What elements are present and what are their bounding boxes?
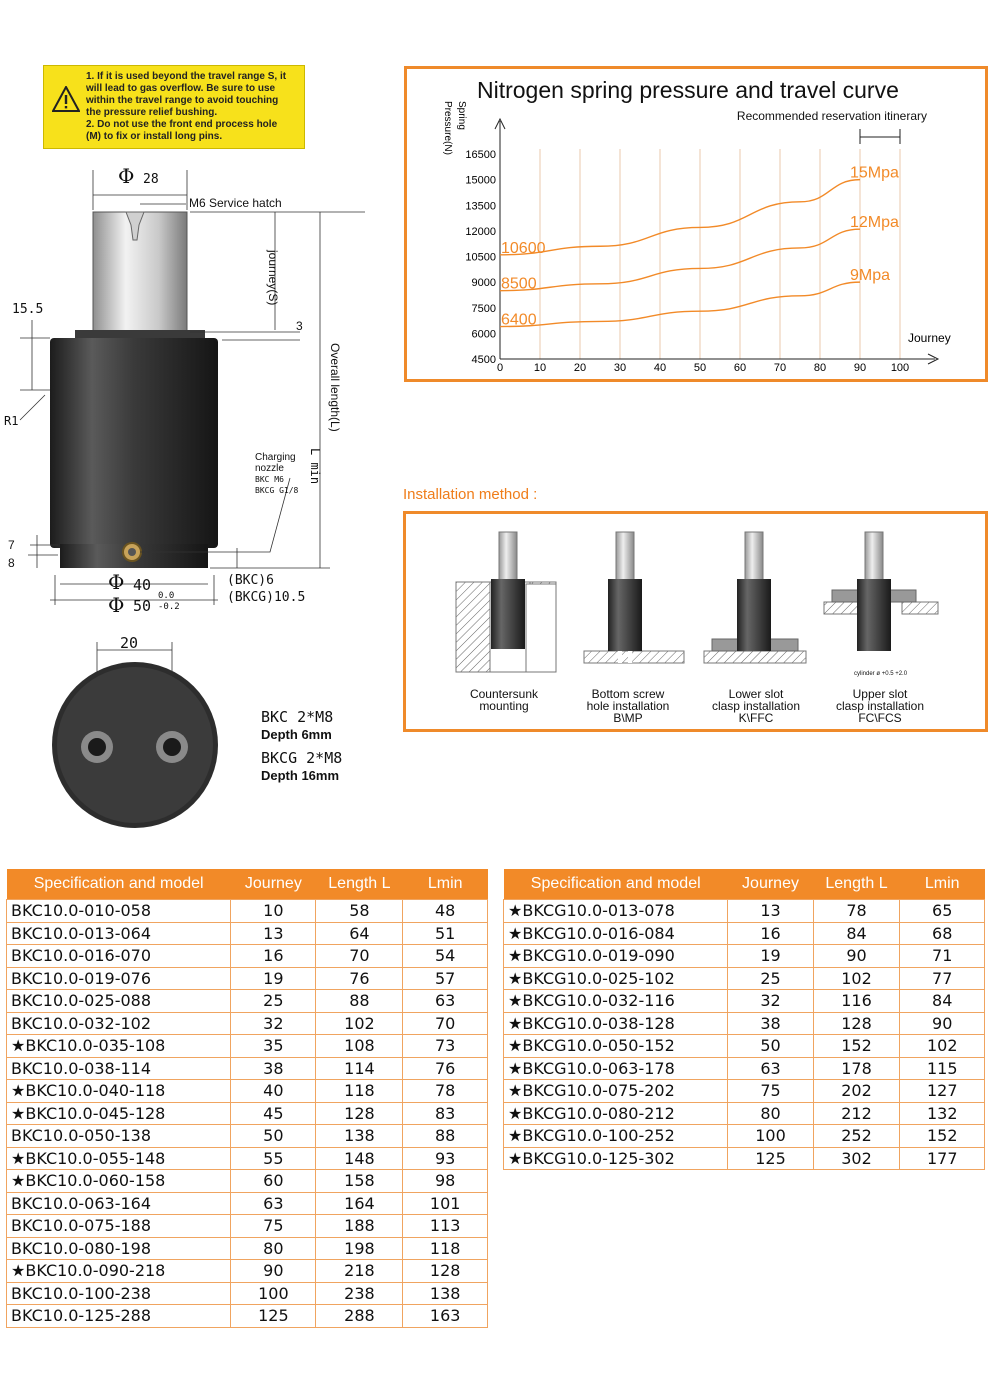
- x-tick-label: 100: [890, 362, 910, 374]
- table-row: [504, 1147, 985, 1170]
- column-header: Journey: [231, 869, 316, 900]
- series-start-label: 6400: [501, 311, 537, 329]
- value-cell: 77: [900, 967, 985, 990]
- charging-line: BKCG G1/8: [255, 486, 299, 495]
- table-row: [504, 1102, 985, 1125]
- value-cell: 128: [813, 1012, 900, 1035]
- value-cell: 152: [813, 1035, 900, 1058]
- value-cell: 108: [316, 1035, 403, 1058]
- x-tick-label: 90: [853, 362, 867, 374]
- depth16: Depth 16mm: [261, 768, 340, 783]
- cyl-tol-upper: +0.5: [881, 671, 894, 677]
- value-cell: 19: [231, 967, 316, 990]
- table-row: [504, 1080, 985, 1103]
- value-cell: 55: [231, 1147, 316, 1170]
- value-cell: 38: [231, 1057, 316, 1080]
- x-tick-label: 30: [613, 362, 627, 374]
- value-cell: 64: [316, 922, 403, 945]
- value-cell: 98: [403, 1170, 488, 1193]
- caption-line: Countersunk: [469, 687, 539, 701]
- charging-line: BKC M6: [255, 475, 284, 484]
- warning-label: [43, 65, 305, 149]
- value-cell: 125: [231, 1305, 316, 1328]
- caption-line: clasp installation: [835, 699, 925, 713]
- table-row: [7, 1080, 488, 1103]
- countersunk-figure: [456, 532, 556, 672]
- chart-title: Nitrogen spring pressure and travel curve: [477, 77, 899, 103]
- value-cell: 102: [813, 967, 900, 990]
- value-cell: 19: [728, 945, 813, 968]
- value-cell: 115: [900, 1057, 985, 1080]
- x-tick-label: 70: [773, 362, 787, 374]
- model-cell: ★BKCG10.0-050-152: [504, 1035, 728, 1058]
- caption-line: K\FFC: [738, 711, 774, 725]
- value-cell: 113: [403, 1215, 488, 1238]
- value-cell: 138: [316, 1125, 403, 1148]
- value-cell: 212: [813, 1102, 900, 1125]
- value-cell: 84: [900, 990, 985, 1013]
- dim-8: 8: [8, 556, 15, 570]
- phi50-symbol: Φ: [108, 593, 125, 617]
- charging-nozzle-label: [255, 452, 298, 496]
- caption-line: Upper slot: [852, 687, 908, 701]
- warning-text: [86, 71, 301, 143]
- dim-3: 3: [296, 319, 303, 333]
- value-cell: 88: [403, 1125, 488, 1148]
- model-cell: ★BKC10.0-090-218: [7, 1260, 231, 1283]
- installation-title: Installation method :: [403, 486, 538, 503]
- column-header: Length L: [813, 869, 900, 900]
- lmin-label: L min: [308, 448, 322, 485]
- chart-plot: [407, 69, 985, 379]
- model-cell: BKC10.0-025-088: [7, 990, 231, 1013]
- model-cell: ★BKC10.0-055-148: [7, 1147, 231, 1170]
- value-cell: 13: [728, 900, 813, 923]
- warning-line: will lead to gas overflow. Be sure to use: [86, 83, 276, 94]
- column-header: Length L: [316, 869, 403, 900]
- warning-line: 1. If it is used beyond the travel range S, it: [86, 71, 287, 82]
- column-header: Journey: [728, 869, 813, 900]
- value-cell: 164: [316, 1192, 403, 1215]
- value-cell: 302: [813, 1147, 900, 1170]
- series-name-label: 9Mpa: [850, 267, 891, 285]
- bkcg10-label: (BKCG)10.5: [227, 590, 306, 605]
- value-cell: 114: [316, 1057, 403, 1080]
- caption-line: hole installation: [586, 699, 670, 713]
- table-row: [504, 967, 985, 990]
- model-cell: BKC10.0-125-288: [7, 1305, 231, 1328]
- x-tick-label: 80: [813, 362, 827, 374]
- model-cell: BKC10.0-050-138: [7, 1125, 231, 1148]
- y-tick-label: 6000: [471, 328, 496, 341]
- model-cell: BKC10.0-080-198: [7, 1237, 231, 1260]
- model-cell: BKC10.0-010-058: [7, 900, 231, 923]
- model-cell: ★BKCG10.0-125-302: [504, 1147, 728, 1170]
- value-cell: 93: [403, 1147, 488, 1170]
- column-header: Specification and model: [7, 869, 231, 900]
- value-cell: 100: [231, 1282, 316, 1305]
- value-cell: 78: [403, 1080, 488, 1103]
- phi40-label: 40: [133, 576, 152, 594]
- value-cell: 16: [231, 945, 316, 968]
- model-cell: BKC10.0-019-076: [7, 967, 231, 990]
- y-tick-label: 4500: [471, 354, 496, 366]
- series-line: [500, 282, 860, 326]
- y-tick-label: 16500: [465, 149, 496, 161]
- table-row: [504, 945, 985, 968]
- value-cell: 54: [403, 945, 488, 968]
- value-cell: 88: [316, 990, 403, 1013]
- caption-line: mounting: [479, 699, 529, 713]
- bkcg-2m8: BKCG 2*M8: [261, 749, 343, 767]
- upper-slot-figure: [824, 532, 938, 651]
- dim-15-5: 15.5: [12, 302, 44, 317]
- value-cell: 32: [231, 1012, 316, 1035]
- x-tick-label: 40: [653, 362, 667, 374]
- model-cell: ★BKCG10.0-075-202: [504, 1080, 728, 1103]
- model-cell: ★BKC10.0-060-158: [7, 1170, 231, 1193]
- value-cell: 83: [403, 1102, 488, 1125]
- x-tick-label: 0: [496, 362, 504, 374]
- series-name-label: 15Mpa: [850, 164, 899, 182]
- table-row: [7, 1147, 488, 1170]
- value-cell: 60: [231, 1170, 316, 1193]
- warning-line: the pressure relief bushing.: [86, 107, 218, 118]
- column-header: Lmin: [403, 869, 488, 900]
- caption-line: Bottom screw: [591, 687, 665, 701]
- value-cell: 68: [900, 922, 985, 945]
- base-face: [57, 667, 213, 823]
- value-cell: 132: [900, 1102, 985, 1125]
- x-tick-label: 50: [693, 362, 707, 374]
- value-cell: 71: [900, 945, 985, 968]
- y-tick-label: 7500: [471, 302, 496, 315]
- value-cell: 25: [231, 990, 316, 1013]
- depth6: Depth 6mm: [261, 727, 332, 742]
- value-cell: 78: [813, 900, 900, 923]
- model-cell: ★BKCG10.0-019-090: [504, 945, 728, 968]
- y-axis-label: Spring: [456, 101, 467, 130]
- value-cell: 127: [900, 1080, 985, 1103]
- series-start-label: 8500: [501, 275, 537, 293]
- value-cell: 125: [728, 1147, 813, 1170]
- value-cell: 152: [900, 1125, 985, 1148]
- phi50-label: 50: [133, 597, 152, 615]
- piston-rod: [93, 212, 187, 332]
- method-caption: [568, 688, 688, 724]
- service-hatch-label: M6 Service hatch: [189, 196, 282, 210]
- table-row: [504, 990, 985, 1013]
- model-cell: ★BKCG10.0-100-252: [504, 1125, 728, 1148]
- value-cell: 252: [813, 1125, 900, 1148]
- bottom-view-drawing: [40, 630, 240, 835]
- value-cell: 65: [900, 900, 985, 923]
- model-cell: ★BKCG10.0-013-078: [504, 900, 728, 923]
- overall-length-label: Overall length(L): [328, 343, 342, 432]
- model-cell: ★BKC10.0-045-128: [7, 1102, 231, 1125]
- model-cell: ★BKCG10.0-063-178: [504, 1057, 728, 1080]
- value-cell: 116: [813, 990, 900, 1013]
- table-header-row: [504, 869, 985, 900]
- method-caption: [444, 688, 564, 712]
- series-line: [500, 229, 860, 291]
- value-cell: 90: [813, 945, 900, 968]
- table-row: [504, 900, 985, 923]
- value-cell: 35: [231, 1035, 316, 1058]
- table-row: [7, 1057, 488, 1080]
- model-cell: BKC10.0-032-102: [7, 1012, 231, 1035]
- value-cell: 102: [900, 1035, 985, 1058]
- value-cell: 90: [231, 1260, 316, 1283]
- charging-nozzle-core: [128, 548, 136, 556]
- value-cell: 148: [316, 1147, 403, 1170]
- value-cell: 10: [231, 900, 316, 923]
- value-cell: 63: [403, 990, 488, 1013]
- value-cell: 48: [403, 900, 488, 923]
- installation-panel: [403, 511, 988, 732]
- value-cell: 128: [316, 1102, 403, 1125]
- cylinder-note: [854, 671, 907, 677]
- value-cell: 100: [728, 1125, 813, 1148]
- table-header-row: [7, 869, 488, 900]
- warning-line: within the travel range to avoid touching: [86, 95, 279, 106]
- table-row: [504, 1125, 985, 1148]
- value-cell: 118: [403, 1237, 488, 1260]
- model-cell: BKC10.0-075-188: [7, 1215, 231, 1238]
- value-cell: 75: [231, 1215, 316, 1238]
- table-row: [7, 1282, 488, 1305]
- value-cell: 128: [403, 1260, 488, 1283]
- x-tick-label: 60: [733, 362, 747, 374]
- table-row: [7, 1102, 488, 1125]
- series-start-label: 10600: [501, 239, 546, 257]
- y-tick-label: 13500: [465, 200, 496, 213]
- table-row: [7, 1215, 488, 1238]
- cylinder-note-text: cylinder ø: [854, 671, 881, 677]
- bkc-2m8: BKC 2*M8: [261, 708, 334, 726]
- model-cell: ★BKC10.0-035-108: [7, 1035, 231, 1058]
- model-cell: BKC10.0-013-064: [7, 922, 231, 945]
- value-cell: 80: [728, 1102, 813, 1125]
- value-cell: 218: [316, 1260, 403, 1283]
- y-tick-label: 10500: [465, 251, 496, 264]
- method-caption: [696, 688, 816, 724]
- value-cell: 202: [813, 1080, 900, 1103]
- value-cell: 58: [316, 900, 403, 923]
- value-cell: 76: [403, 1057, 488, 1080]
- value-cell: 75: [728, 1080, 813, 1103]
- model-cell: ★BKCG10.0-038-128: [504, 1012, 728, 1035]
- bkc6-label: (BKC)6: [227, 573, 274, 588]
- table-row: [7, 1125, 488, 1148]
- table-row: [7, 1237, 488, 1260]
- value-cell: 163: [403, 1305, 488, 1328]
- y-tick-label: 9000: [471, 277, 496, 290]
- y-tick-label: 15000: [465, 174, 496, 187]
- value-cell: 238: [316, 1282, 403, 1305]
- series-line: [500, 180, 860, 255]
- value-cell: 32: [728, 990, 813, 1013]
- value-cell: 80: [231, 1237, 316, 1260]
- value-cell: 40: [231, 1080, 316, 1103]
- caption-line: Lower slot: [728, 687, 784, 701]
- table-row: [7, 1170, 488, 1193]
- tol-upper: 0.0: [158, 591, 175, 601]
- value-cell: 90: [900, 1012, 985, 1035]
- table-row: [7, 1012, 488, 1035]
- dim-7: 7: [8, 538, 15, 552]
- model-cell: ★BKCG10.0-080-212: [504, 1102, 728, 1125]
- table-row: [7, 900, 488, 923]
- model-cell: ★BKCG10.0-025-102: [504, 967, 728, 990]
- tol-lower: -0.2: [158, 602, 180, 612]
- value-cell: 76: [316, 967, 403, 990]
- table-row: [504, 922, 985, 945]
- pressure-travel-chart: [404, 66, 988, 382]
- value-cell: 13: [231, 922, 316, 945]
- value-cell: 84: [813, 922, 900, 945]
- warning-icon: [52, 86, 80, 112]
- journey-label: journey(S): [266, 250, 280, 306]
- table-row: [7, 945, 488, 968]
- table-row: [7, 990, 488, 1013]
- x-axis-label: Journey: [908, 331, 951, 345]
- dim-20: 20: [120, 634, 139, 652]
- value-cell: 63: [231, 1192, 316, 1215]
- model-cell: ★BKCG10.0-016-084: [504, 922, 728, 945]
- table-row: [7, 1035, 488, 1058]
- caption-line: B\MP: [613, 711, 643, 725]
- bottom-screw-figure: [584, 532, 684, 663]
- table-row: [504, 1057, 985, 1080]
- bkcg-spec-table: [503, 869, 985, 1170]
- value-cell: 38: [728, 1012, 813, 1035]
- value-cell: 70: [316, 945, 403, 968]
- y-tick-label: 12000: [465, 225, 496, 238]
- model-cell: BKC10.0-016-070: [7, 945, 231, 968]
- charging-line: Charging: [255, 452, 296, 463]
- model-cell: ★BKC10.0-040-118: [7, 1080, 231, 1103]
- value-cell: 102: [316, 1012, 403, 1035]
- column-header: Lmin: [900, 869, 985, 900]
- warning-line: 2. Do not use the front end process hole: [86, 119, 278, 130]
- x-tick-label: 10: [533, 362, 547, 374]
- table-row: [7, 1260, 488, 1283]
- table-row: [7, 922, 488, 945]
- value-cell: 158: [316, 1170, 403, 1193]
- value-cell: 101: [403, 1192, 488, 1215]
- value-cell: 178: [813, 1057, 900, 1080]
- phi40-symbol: Φ: [108, 570, 125, 594]
- value-cell: 198: [316, 1237, 403, 1260]
- method-caption: [820, 688, 940, 724]
- value-cell: 73: [403, 1035, 488, 1058]
- value-cell: 70: [403, 1012, 488, 1035]
- charging-line: nozzle: [255, 463, 284, 474]
- value-cell: 63: [728, 1057, 813, 1080]
- bkc-spec-table: [6, 869, 488, 1328]
- value-cell: 57: [403, 967, 488, 990]
- model-cell: BKC10.0-063-164: [7, 1192, 231, 1215]
- x-tick-label: 20: [573, 362, 587, 374]
- caption-line: FC\FCS: [858, 711, 902, 725]
- table-row: [7, 967, 488, 990]
- chart-subtitle: Recommended reservation itinerary: [736, 109, 927, 123]
- value-cell: 138: [403, 1282, 488, 1305]
- cylinder-body: [50, 338, 218, 548]
- value-cell: 177: [900, 1147, 985, 1170]
- value-cell: 50: [728, 1035, 813, 1058]
- lower-slot-figure: [704, 532, 806, 663]
- value-cell: 288: [316, 1305, 403, 1328]
- value-cell: 118: [316, 1080, 403, 1103]
- column-header: Specification and model: [504, 869, 728, 900]
- model-cell: BKC10.0-038-114: [7, 1057, 231, 1080]
- caption-line: clasp installation: [711, 699, 801, 713]
- value-cell: 51: [403, 922, 488, 945]
- table-row: [7, 1305, 488, 1328]
- table-row: [7, 1192, 488, 1215]
- value-cell: 188: [316, 1215, 403, 1238]
- y-axis-label: Pressure(N): [442, 101, 453, 155]
- table-row: [504, 1012, 985, 1035]
- value-cell: 50: [231, 1125, 316, 1148]
- value-cell: 16: [728, 922, 813, 945]
- r1-label: R1: [4, 414, 19, 428]
- value-cell: 25: [728, 967, 813, 990]
- warning-line: (M) to fix or install long pins.: [86, 131, 223, 142]
- phi28-label: 28: [143, 172, 159, 187]
- series-name-label: 12Mpa: [850, 214, 899, 232]
- value-cell: 45: [231, 1102, 316, 1125]
- cyl-tol-lower: +2.0: [895, 671, 908, 677]
- model-cell: ★BKCG10.0-032-116: [504, 990, 728, 1013]
- model-cell: BKC10.0-100-238: [7, 1282, 231, 1305]
- table-row: [504, 1035, 985, 1058]
- phi-symbol: Φ: [118, 164, 135, 188]
